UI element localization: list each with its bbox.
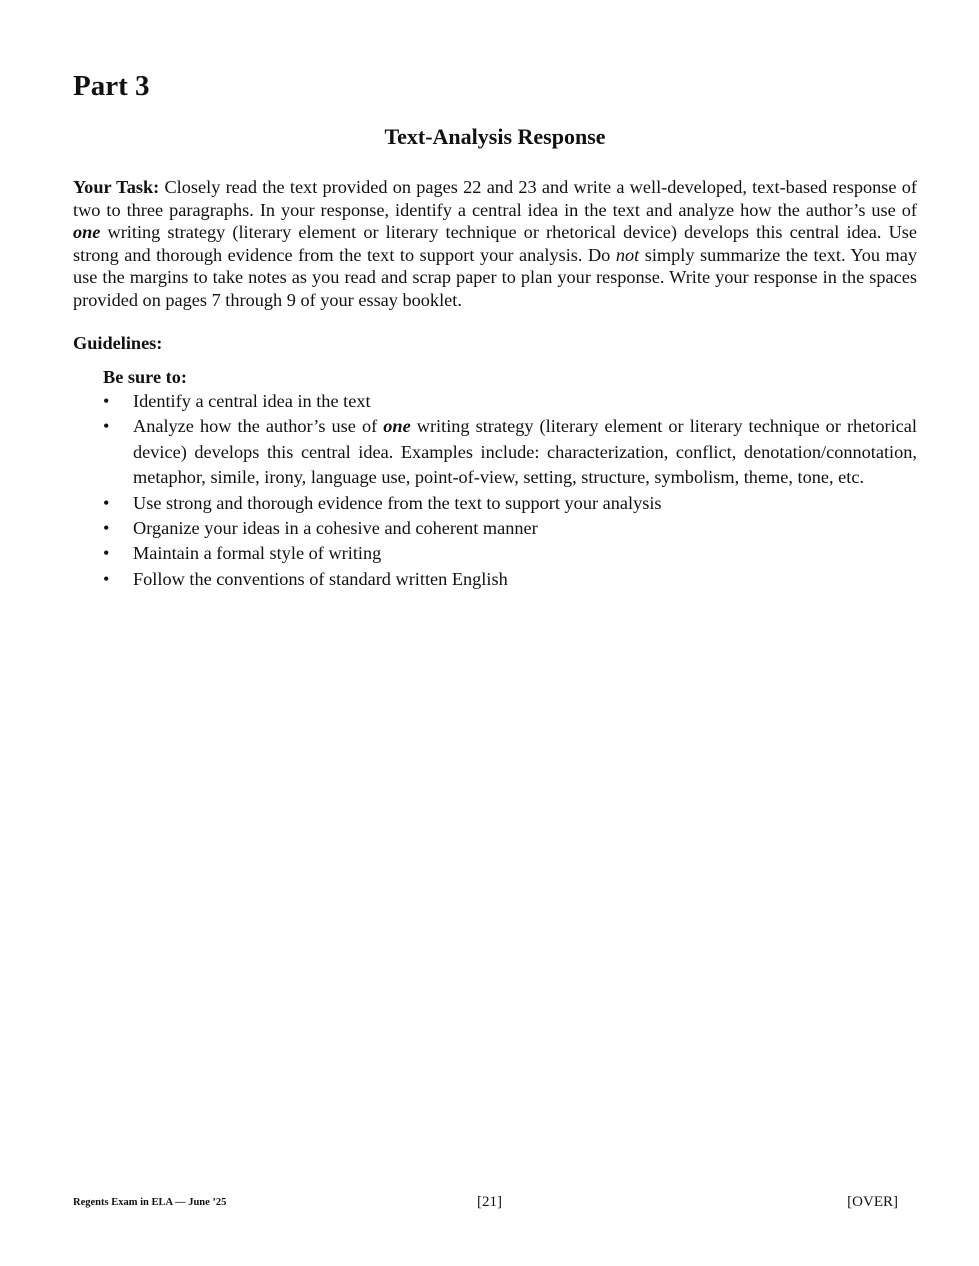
list-item-text: Follow the conventions of standard written English	[133, 568, 508, 589]
list-item-text-part-2: writing strategy (literary element or literary technique or rhetorical device) develops this central idea. Examples include: characterization, conflict, denotation/connotation, metaphor, simile, irony, language use, point-of-view, setting, structure, symbolism, theme, tone, etc.	[133, 416, 917, 488]
list-item-text: Identify a central idea in the text	[133, 391, 371, 411]
be-sure-heading: Be sure to:	[103, 367, 187, 387]
footer-page-number: [21]	[477, 1194, 502, 1210]
guidelines-list	[103, 389, 917, 592]
bullet-icon: •	[103, 391, 110, 411]
list-item	[103, 567, 917, 592]
part-title: Part 3	[73, 70, 150, 102]
list-item	[103, 516, 917, 541]
bullet-icon: •	[103, 518, 110, 539]
list-item-text: Maintain a formal style of writing	[133, 543, 382, 564]
list-item	[103, 414, 917, 490]
list-item-text: Use strong and thorough evidence from the text to support your analysis	[133, 492, 662, 513]
list-item-emphasis-one: one	[383, 416, 411, 437]
footer-over-label: [OVER]	[847, 1194, 898, 1210]
task-text-part-1: Closely read the text provided on pages 22 and 23 and write a well-developed, text-based response of two to three paragraphs. In your response, identify a central idea in the text and analyze how the author’s use of	[73, 177, 917, 220]
task-emphasis-not: not	[615, 244, 640, 265]
list-item-text: Organize your ideas in a cohesive and coherent manner	[133, 518, 538, 539]
footer-exam-label: Regents Exam in ELA — June ’25	[73, 1197, 227, 1208]
list-item	[103, 389, 917, 414]
bullet-icon: •	[103, 492, 110, 513]
bullet-icon: •	[103, 416, 110, 437]
task-paragraph	[73, 176, 917, 312]
task-emphasis-one: one	[73, 222, 101, 243]
bullet-icon: •	[103, 568, 110, 589]
task-text-part-2: writing strategy (literary element or literary technique or rhetorical device) develops this central idea. Use strong and thorough evidence from the text to support your analysis. Do	[73, 222, 917, 265]
guidelines-heading: Guidelines:	[73, 333, 163, 353]
task-text-part-3: simply summarize the text. You may use the margins to take notes as you read and scrap paper to plan your response. Write your response in the spaces provided on pages 7 through 9 of your essay booklet.	[73, 244, 917, 310]
list-item	[103, 541, 917, 566]
list-item	[103, 491, 917, 516]
bullet-icon: •	[103, 543, 110, 564]
list-item-text-part-1: Analyze how the author’s use of	[133, 416, 384, 437]
task-label: Your Task:	[73, 177, 160, 197]
section-title: Text-Analysis Response	[384, 124, 606, 149]
